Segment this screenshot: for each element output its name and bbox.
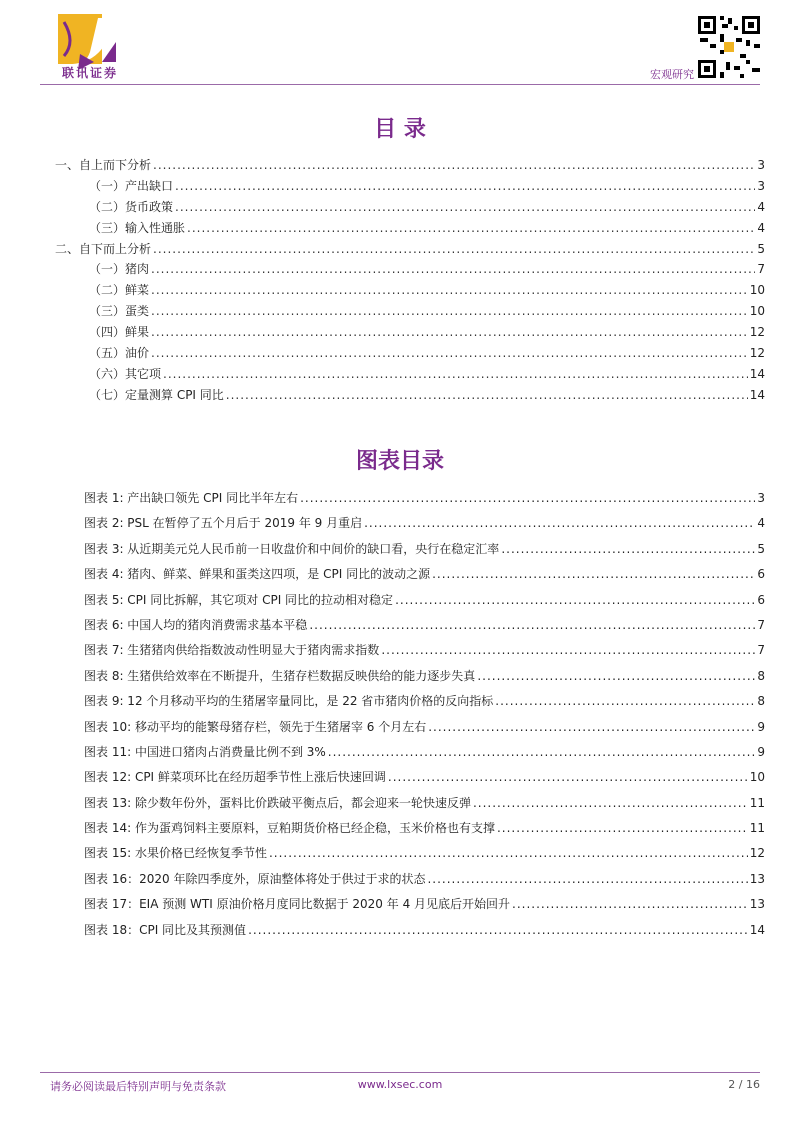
figure-entry[interactable]: [84, 562, 765, 587]
toc-entry[interactable]: [55, 364, 765, 385]
dot-leader: [473, 791, 748, 816]
figure-entry-page: 13: [749, 897, 765, 912]
figure-entry-page: 9: [757, 719, 765, 734]
toc-entry-page: 5: [757, 241, 765, 256]
toc-entry[interactable]: [55, 259, 765, 280]
dot-leader: [388, 765, 748, 790]
dot-leader: [151, 343, 748, 364]
dot-leader: [428, 715, 755, 740]
dot-leader: [151, 301, 748, 322]
figure-entry-label: 图表 15: 水果价格已经恢复季节性: [84, 846, 267, 861]
toc-entry-page: 14: [749, 387, 765, 402]
dot-leader: [175, 197, 755, 218]
figure-entry-label: 图表 7: 生猪猪肉供给指数波动性明显大于猪肉需求指数: [84, 643, 380, 658]
toc-entry-page: 14: [749, 366, 765, 381]
footer-website[interactable]: www.lxsec.com: [357, 1078, 443, 1091]
toc-entry-page: 12: [749, 325, 765, 340]
figure-entry[interactable]: [84, 791, 765, 816]
figure-entry-page: 8: [757, 694, 765, 709]
dot-leader: [151, 322, 748, 343]
figure-entry[interactable]: [84, 689, 765, 714]
toc-entry[interactable]: [55, 280, 765, 301]
list-of-figures: [84, 486, 765, 943]
toc-entry-page: 4: [757, 199, 765, 214]
figure-entry-label: 图表 13: 除少数年份外，蛋料比价跌破平衡点后，都会迎来一轮快速反弹: [84, 795, 471, 810]
figure-entry[interactable]: [84, 892, 765, 917]
toc-entry-page: 7: [757, 262, 765, 277]
figure-entry[interactable]: [84, 867, 765, 892]
dot-leader: [151, 259, 755, 280]
figure-entry[interactable]: [84, 918, 765, 943]
qr-code-icon: [696, 14, 762, 80]
figure-entry-page: 11: [749, 795, 765, 810]
figure-entry-page: 8: [757, 668, 765, 683]
dot-leader: [269, 841, 748, 866]
figure-entry-page: 9: [757, 744, 765, 759]
toc-entry-page: 12: [749, 346, 765, 361]
figure-entry-label: 图表 1: 产出缺口领先 CPI 同比半年左右: [84, 491, 299, 505]
toc-entry-label: （二）货币政策: [89, 199, 174, 214]
figure-entry-page: 5: [757, 541, 765, 556]
toc-entry-label: （六）其它项: [89, 366, 162, 381]
toc-title: 目 录: [374, 117, 426, 142]
dot-leader: [495, 689, 755, 714]
dot-leader: [187, 218, 755, 239]
dot-leader: [497, 816, 748, 841]
dot-leader: [381, 638, 755, 663]
figure-entry-label: 图表 2: PSL 在暂停了五个月后于 2019 年 9 月重启: [84, 516, 363, 531]
figure-entry[interactable]: [84, 588, 765, 613]
toc-entry-page: 4: [757, 220, 765, 235]
figure-entry-label: 图表 4: 猪肉、鲜菜、鲜果和蛋类这四项，是 CPI 同比的波动之源: [84, 567, 431, 582]
figure-entry-label: 图表 9: 12 个月移动平均的生猪屠宰量同比，是 22 省市猪肉价格的反向指标: [84, 694, 494, 709]
toc-entry-page: 3: [757, 178, 765, 193]
figure-entry-page: 4: [757, 516, 765, 531]
figure-entry[interactable]: [84, 740, 765, 765]
figure-entry[interactable]: [84, 486, 765, 511]
toc-entry-label: 二、自下而上分析: [55, 241, 152, 256]
figure-entry-label: 图表 6: 中国人均的猪肉消费需求基本平稳: [84, 617, 308, 632]
figure-entry-page: 11: [749, 821, 765, 836]
figure-entry-label: 图表 11: 中国进口猪肉占消费量比例不到 3%: [84, 744, 326, 759]
dot-leader: [328, 740, 756, 765]
figure-entry-label: 图表 8: 生猪供给效率在不断提升，生猪存栏数据反映供给的能力逐步失真: [84, 668, 476, 683]
table-of-contents: [55, 155, 765, 406]
figure-entry-label: 图表 5: CPI 同比拆解，其它项对 CPI 同比的拉动相对稳定: [84, 592, 394, 607]
dot-leader: [153, 155, 755, 176]
figure-entry[interactable]: [84, 511, 765, 536]
footer-page-number: 2 / 16: [728, 1078, 760, 1091]
toc-entry[interactable]: [55, 197, 765, 218]
toc-entry-page: 10: [749, 304, 765, 319]
toc-entry[interactable]: [55, 385, 765, 406]
dot-leader: [477, 664, 755, 689]
footer-disclaimer[interactable]: 请务必阅读最后特别声明与免责条款: [50, 1080, 226, 1093]
dot-leader: [300, 486, 755, 511]
toc-entry-label: （五）油价: [89, 346, 150, 361]
figure-entry-page: 6: [757, 567, 765, 582]
dot-leader: [512, 892, 748, 917]
figure-entry[interactable]: [84, 537, 765, 562]
figure-entry-page: 14: [749, 922, 765, 937]
toc-entry[interactable]: [55, 301, 765, 322]
figure-entry-label: 图表 17：EIA 预测 WTI 原油价格月度同比数据于 2020 年 4 月见底后开始回升: [84, 897, 511, 912]
toc-entry-label: （四）鲜果: [89, 325, 150, 340]
dot-leader: [151, 280, 748, 301]
dot-leader: [226, 385, 748, 406]
figure-entry[interactable]: [84, 664, 765, 689]
figure-entry[interactable]: [84, 816, 765, 841]
toc-entry-label: （七）定量测算 CPI 同比: [89, 387, 224, 402]
figure-entry-label: 图表 3: 从近期美元兑人民币前一日收盘价和中间价的缺口看，央行在稳定汇率: [84, 541, 500, 556]
dot-leader: [309, 613, 755, 638]
figure-entry[interactable]: [84, 638, 765, 663]
figure-entry-page: 6: [757, 592, 765, 607]
toc-entry[interactable]: [55, 176, 765, 197]
figure-entry[interactable]: [84, 715, 765, 740]
brand-name: 联讯证券: [61, 66, 118, 80]
figure-entry[interactable]: [84, 613, 765, 638]
toc-entry-label: （一）猪肉: [89, 262, 150, 277]
figure-entry[interactable]: [84, 841, 765, 866]
toc-entry-label: 一、自上而下分析: [55, 158, 152, 172]
toc-entry-page: 10: [749, 283, 765, 298]
section-label: 宏观研究: [650, 68, 694, 81]
toc-entry[interactable]: [55, 322, 765, 343]
toc-entry-label: （三）输入性通胀: [89, 220, 186, 235]
figure-entry-page: 7: [757, 643, 765, 658]
figure-entry-label: 图表 10: 移动平均的能繁母猪存栏，领先于生猪屠宰 6 个月左右: [84, 719, 427, 734]
toc-entry[interactable]: [55, 218, 765, 239]
figure-entry-label: 图表 12: CPI 鲜菜项环比在经历超季节性上涨后快速回调: [84, 770, 386, 785]
figure-entry-label: 图表 18：CPI 同比及其预测值: [84, 922, 247, 937]
toc-entry-label: （三）蛋类: [89, 304, 150, 319]
toc-entry[interactable]: [55, 343, 765, 364]
figure-entry-page: 10: [749, 770, 765, 785]
figure-entry-page: 13: [749, 871, 765, 886]
dot-leader: [248, 918, 748, 943]
footer-divider: [40, 1072, 760, 1073]
dot-leader: [395, 588, 755, 613]
figure-entry-page: 3: [757, 491, 765, 505]
toc-entry-label: （二）鲜菜: [89, 283, 150, 298]
figures-title: 图表目录: [355, 449, 444, 474]
dot-leader: [163, 364, 748, 385]
dot-leader: [432, 562, 755, 587]
figure-entry[interactable]: [84, 765, 765, 790]
dot-leader: [501, 537, 755, 562]
figure-entry-label: 图表 14: 作为蛋鸡饲料主要原料，豆粕期货价格已经企稳，玉米价格也有支撑: [84, 821, 495, 836]
figure-entry-page: 7: [757, 617, 765, 632]
toc-entry-label: （一）产出缺口: [89, 178, 174, 193]
figure-entry-label: 图表 16：2020 年除四季度外，原油整体将处于供过于求的状态: [84, 871, 426, 886]
toc-entry-page: 3: [757, 158, 765, 172]
dot-leader: [153, 239, 755, 260]
header-divider: [40, 84, 760, 85]
toc-entry[interactable]: [55, 239, 765, 260]
dot-leader: [427, 867, 747, 892]
toc-entry[interactable]: [55, 155, 765, 176]
dot-leader: [364, 511, 755, 536]
figure-entry-page: 12: [749, 846, 765, 861]
dot-leader: [175, 176, 755, 197]
